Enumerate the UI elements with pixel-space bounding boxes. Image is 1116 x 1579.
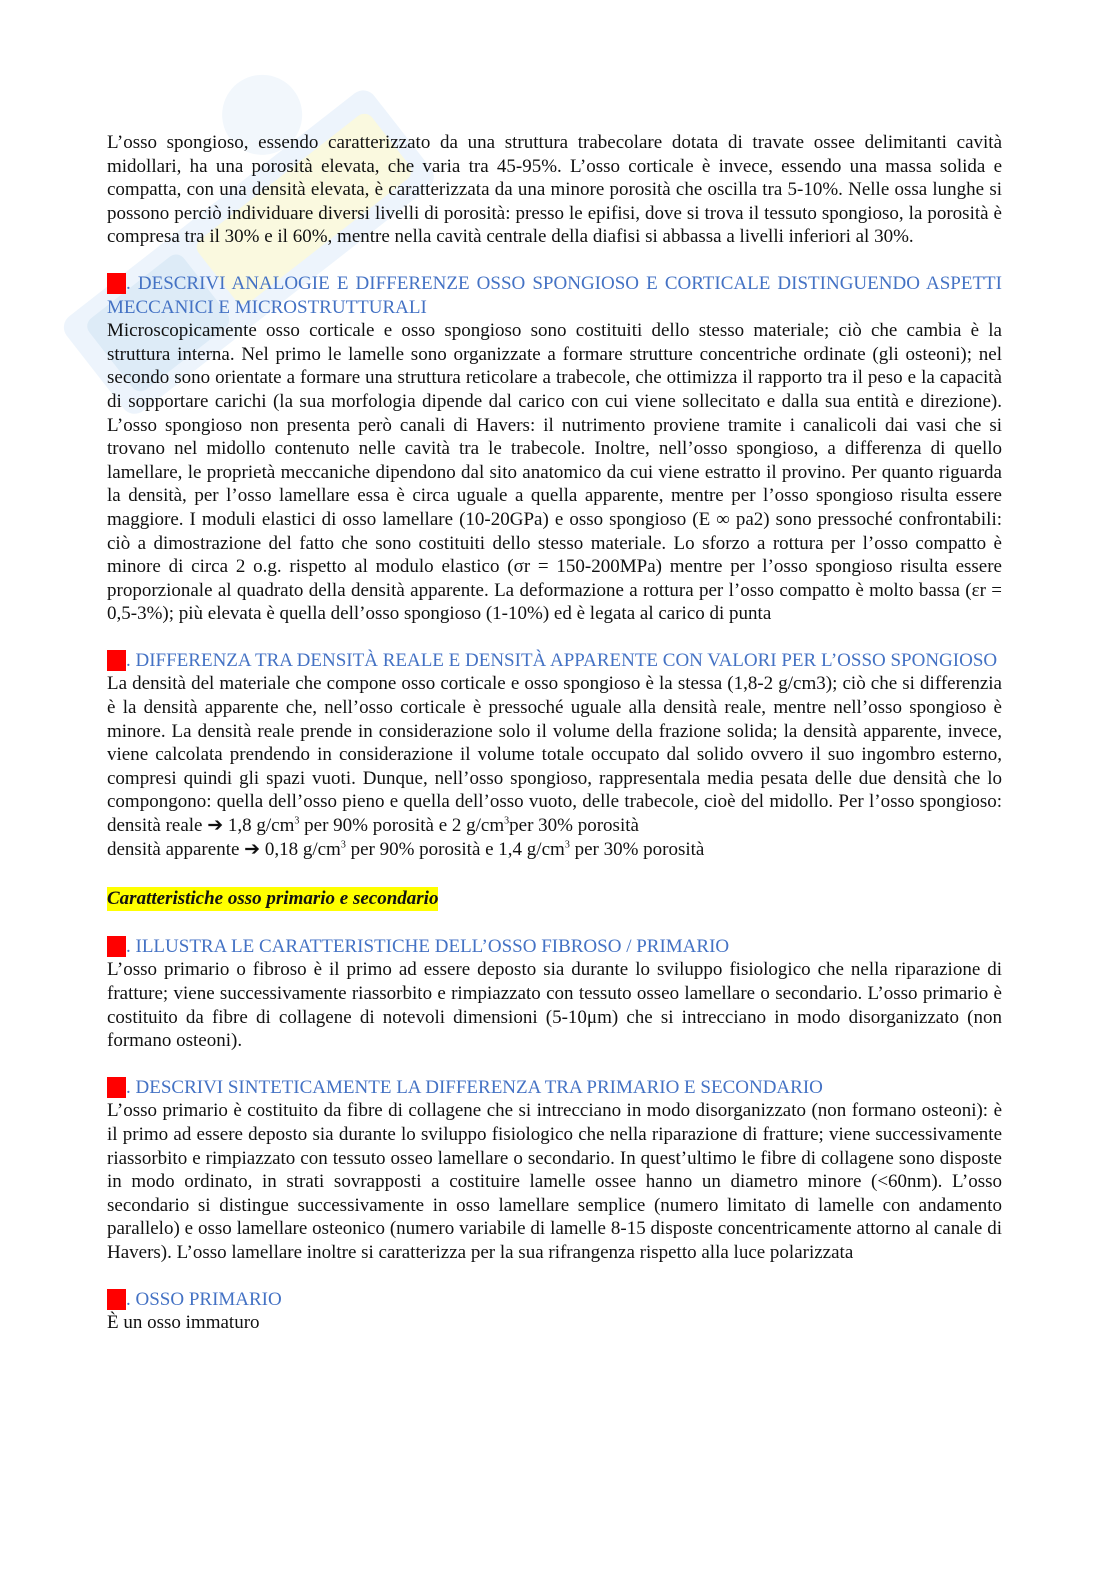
question-heading xyxy=(107,935,1002,959)
question-heading xyxy=(107,649,1002,673)
label-text: densità apparente xyxy=(107,838,240,860)
value-text: 1,8 g/cm xyxy=(223,815,295,837)
question-heading xyxy=(107,272,1002,319)
answer-text: La densità del materiale che compone osso corticale e osso spongioso è la stessa (1,8-2 g/cm3); ciò che si differenzia è la densità apparente che, nell’osso corticale è pressoché uguale alla densità reale, mentre nell’osso spongioso è minore. La densità reale prende in considerazione solo il volume della frazione solida; la densità apparente, invece, viene calcolata prendendo in considerazione il volume totale occupato dal solido ovvero il suo ingombro esterno, compresi quindi gli spazi vuoti. Dunque, nell’osso spongioso, rappresentala media pesata delle due densità che lo compongono: quella dell’osso pieno e quella dell’osso vuoto, delle trabecole, cioè del midollo. Per l’osso spongioso: densità reale xyxy=(107,673,1002,837)
question-number: 29 xyxy=(107,1288,126,1310)
intro-block xyxy=(107,131,1002,249)
apparent-density-line xyxy=(107,838,1002,862)
question-title: . DESCRIVI ANALOGIE E DIFFERENZE OSSO SPONGIOSO E CORTICALE DISTINGUENDO ASPETTI MECCANICI E MICROSTRUTTURALI xyxy=(107,272,1002,318)
exponent: 3 xyxy=(294,815,300,827)
exponent: 3 xyxy=(340,839,346,851)
answer-paragraph: È un osso immaturo xyxy=(107,1312,260,1334)
section-header xyxy=(107,887,1002,935)
question-title: . DIFFERENZA TRA DENSITÀ REALE E DENSITÀ APPARENTE CON VALORI PER L’OSSO SPONGIOSO xyxy=(126,649,998,671)
question-10 xyxy=(107,935,1002,1053)
right-arrow-icon: ➔ xyxy=(207,815,224,837)
question-heading xyxy=(107,1076,1002,1100)
document-body xyxy=(107,131,1002,1358)
intro-paragraph: L’osso spongioso, essendo caratterizzato da una struttura trabecolare dotata di travate ossee delimitanti cavità midollari, ha una porosità elevata, che varia tra 45-95%. L’osso corticale è invece, essendo una massa solida e compatta, con una densità elevata, è caratterizzata da una minore porosità che oscilla tra 5-10%. Nelle ossa lunghe si possono perciò individuare diversi livelli di porosità: presso le epifisi, dove si trova il tessuto spongioso, la porosità è compresa tra il 30% e il 60%, mentre nella cavità centrale della diafisi si abbassa a livelli inferiori al 30%. xyxy=(107,132,1002,248)
value-text: per 30% porosità xyxy=(509,815,639,837)
value-text: 0,18 g/cm xyxy=(260,838,341,860)
answer-paragraph: L’osso primario è costituito da fibre di collagene che si intrecciano in modo disorganizzato (non formano osteoni): è il primo ad essere deposto sia durante lo sviluppo fisiologico che nella riparazione di fratture; viene successivamente riassorbito e rimpiazzato con tessuto osseo lamellare o secondario. In quest’ultimo le fibre di collagene sono disposte in modo ordinato, in strati sovrapposti a costituire lamelle ossee hanno un diametro minore (<60nm). L’osso secondario si distingue successivamente in osso lamellare semplice (numero limitato di lamelle con andamento parallelo) e osso lamellare osteonico (numero variabile di lamelle 8-15 disposte concentricamente attorno al canale di Havers). L’osso lamellare inoltre si caratterizza per la sua rifrangenza rispetto alla luce polarizzata xyxy=(107,1100,1002,1263)
right-arrow-icon: ➔ xyxy=(244,838,261,860)
question-title: . DESCRIVI SINTETICAMENTE LA DIFFERENZA TRA PRIMARIO E SECONDARIO xyxy=(126,1076,823,1098)
value-text: per 90% porosità e 1,4 g/cm xyxy=(345,838,565,860)
question-heading xyxy=(107,1288,1002,1312)
value-text: per 30% porosità xyxy=(569,838,705,860)
answer-paragraph xyxy=(107,672,1002,837)
question-12 xyxy=(107,649,1002,861)
question-43 xyxy=(107,272,1002,626)
answer-paragraph: L’osso primario o fibroso è il primo ad essere deposto sia durante lo sviluppo fisiologico che nella riparazione di fratture; viene successivamente riassorbito e rimpiazzato con tessuto osseo lamellare o secondario. L’osso primario è costituito da fibre di collagene di notevoli dimensioni (5-10μm) che si intrecciano in modo disorganizzato (non formano osteoni). xyxy=(107,959,1002,1052)
exponent: 3 xyxy=(504,815,510,827)
question-number: 10 xyxy=(107,935,126,957)
question-title: . OSSO PRIMARIO xyxy=(126,1288,282,1310)
question-title: . ILLUSTRA LE CARATTERISTICHE DELL’OSSO FIBROSO / PRIMARIO xyxy=(126,935,730,957)
answer-paragraph: Microscopicamente osso corticale e osso spongioso sono costituiti dello stesso materiale; ciò che cambia è la struttura interna. Nel primo le lamelle sono organizzate a formare strutture concentriche ordinate (gli osteoni); nel secondo sono orientate a formare una struttura reticolare a trabecole, che ottimizza il rapporto tra il peso e la capacità di sopportare carichi (la sua morfologia dipende dal carico con cui viene sollecitato e dalla sua entità e direzione). L’osso spongioso non presenta però canali di Havers: il nutrimento proviene tramite i canalicoli dai vasi che si trovano nel midollo contenuto nelle cavità tra le trabecole. Inoltre, nell’osso spongioso, a differenza di quello lamellare, le proprietà meccaniche dipendono dal sito anatomico da cui viene estratto il provino. Per quanto riguarda la densità, per l’osso lamellare essa è circa uguale a quella apparente, mentre per l’osso spongioso risulta essere maggiore. I moduli elastici di osso lamellare (10-20GPa) e osso spongioso (E ∞ pa2) sono pressoché confrontabili: ciò a dimostrazione del fatto che sono costituiti dello stesso materiale. Lo sforzo a rottura per l’osso compatto è minore di circa 2 o.g. rispetto al modulo elastico (σr = 150-200MPa) mentre per l’osso spongioso risulta essere proporzionale al quadrato della densità apparente. La deformazione a rottura per l’osso compatto è molto bassa (εr = 0,5-3%); più elevata è quella dell’osso spongioso (1-10%) ed è legata al carico di punta xyxy=(107,320,1002,625)
section-title: Caratteristiche osso primario e secondario xyxy=(107,888,439,910)
question-number: 43 xyxy=(107,272,126,294)
question-16 xyxy=(107,1076,1002,1265)
question-number: 16 xyxy=(107,1076,126,1098)
exponent: 3 xyxy=(564,839,570,851)
question-number: 12 xyxy=(107,649,126,671)
question-29 xyxy=(107,1288,1002,1335)
value-text: per 90% porosità e 2 g/cm xyxy=(299,815,505,837)
